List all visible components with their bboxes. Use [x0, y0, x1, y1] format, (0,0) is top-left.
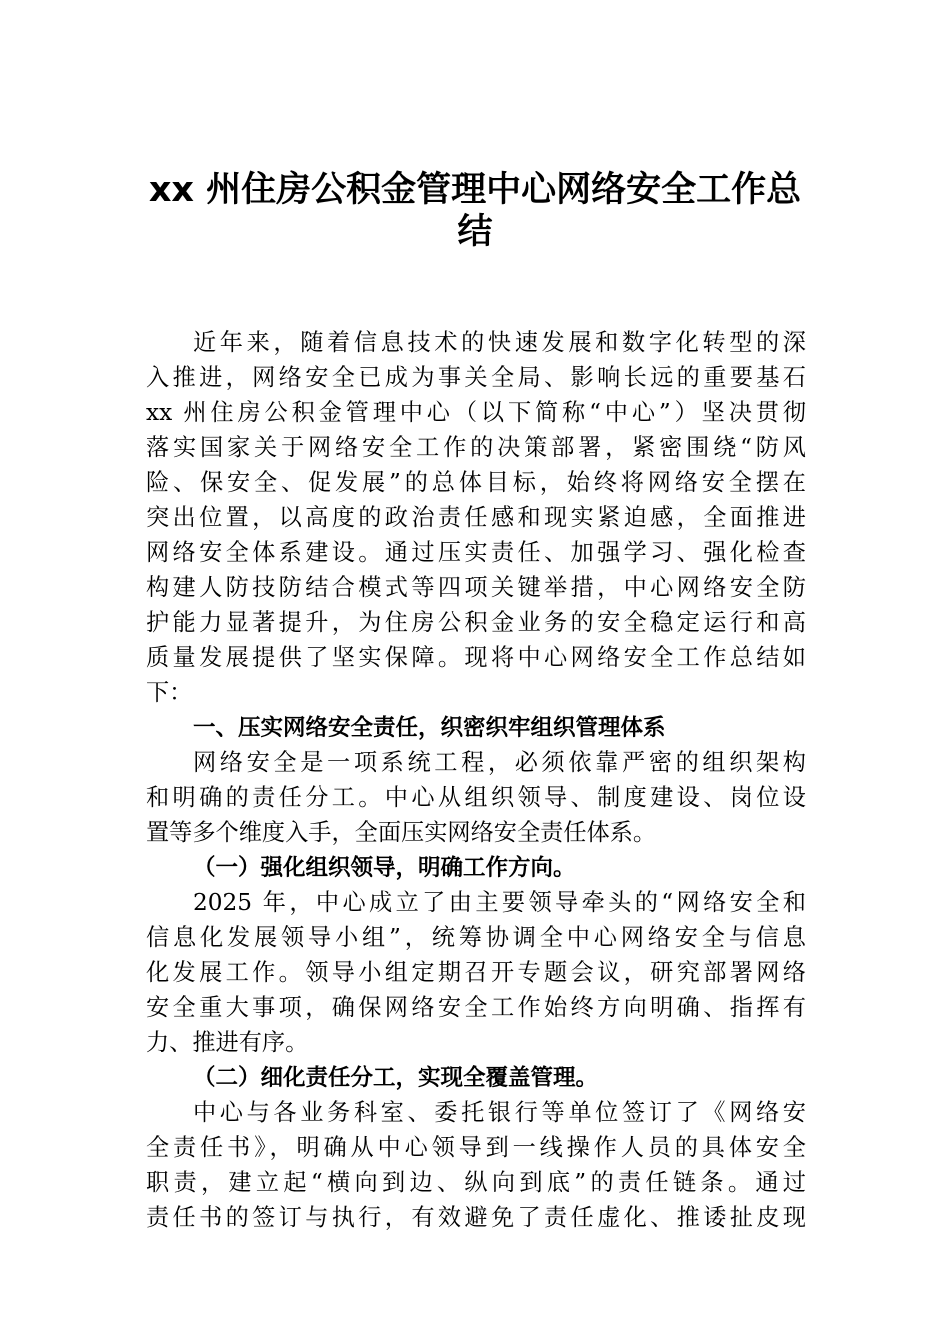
body-line: xx 州住房公积金管理中心（以下简称“中心”）坚决贯彻 [146, 399, 806, 426]
body-line: 网络安全是一项系统工程，必须依靠严密的组织架构 [193, 749, 806, 776]
body-line: 责任书的签订与执行，有效避免了责任虚化、推诿扯皮现 [146, 1204, 806, 1231]
body-line: 护能力显著提升，为住房公积金业务的安全稳定运行和高 [146, 609, 806, 636]
body-line: 网络安全体系建设。通过压实责任、加强学习、强化检查 [146, 539, 806, 566]
body-line: 构建人防技防结合模式等四项关键举措，中心网络安全防 [146, 574, 806, 601]
body-line: 安全重大事项，确保网络安全工作始终方向明确、指挥有 [146, 994, 806, 1021]
document-title-line-1: xx 州住房公积金管理中心网络安全工作总 [148, 170, 802, 210]
body-line: 险、保安全、促发展”的总体目标，始终将网络安全摆在 [146, 469, 806, 496]
body-line: 和明确的责任分工。中心从组织领导、制度建设、岗位设 [146, 784, 806, 811]
body-line: 力、推进有序。 [146, 1029, 309, 1056]
body-line: 置等多个维度入手，全面压实网络安全责任体系。 [146, 819, 657, 846]
document-title-line-2: 结 [457, 212, 493, 252]
subsection-heading-1: （一）强化组织领导，明确工作方向。 [193, 855, 576, 881]
body-line: 突出位置，以高度的政治责任感和现实紧迫感，全面推进 [146, 504, 806, 531]
subsection-heading-2: （二）细化责任分工，实现全覆盖管理。 [193, 1065, 599, 1091]
body-line: 下： [146, 679, 193, 706]
body-line: 信息化发展领导小组”，统筹协调全中心网络安全与信息 [146, 924, 806, 951]
body-line: 落实国家关于网络安全工作的决策部署，紧密围绕“防风 [146, 434, 806, 461]
body-line: 近年来，随着信息技术的快速发展和数字化转型的深 [193, 329, 806, 356]
section-heading-1: 一、压实网络安全责任，织密织牢组织管理体系 [193, 715, 666, 741]
body-line: 入推进，网络安全已成为事关全局、影响长远的重要基石 [146, 364, 806, 391]
body-line: 全责任书》，明确从中心领导到一线操作人员的具体安全 [146, 1134, 806, 1161]
body-line: 中心与各业务科室、委托银行等单位签订了《网络安 [193, 1099, 806, 1126]
body-line: 职责，建立起“横向到边、纵向到底”的责任链条。通过 [146, 1169, 806, 1196]
body-line: 质量发展提供了坚实保障。现将中心网络安全工作总结如 [146, 644, 806, 671]
body-line: 化发展工作。领导小组定期召开专题会议，研究部署网络 [146, 959, 806, 986]
body-line: 2025 年，中心成立了由主要领导牵头的“网络安全和 [193, 889, 806, 916]
